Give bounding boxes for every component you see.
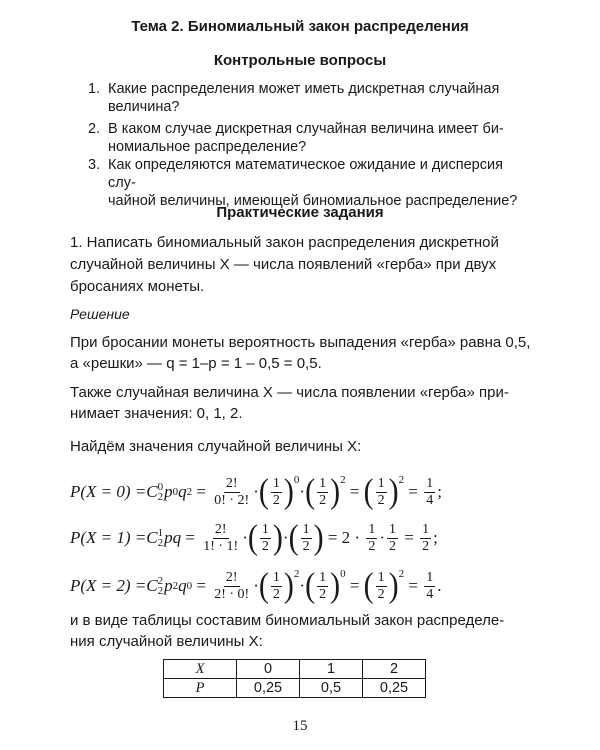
- table-cell: 0,25: [363, 679, 426, 698]
- fraction-numerator: 1: [389, 521, 396, 537]
- fraction: [260, 522, 271, 555]
- fraction: [301, 522, 312, 555]
- table-row: [164, 679, 426, 698]
- fraction-denominator: 2: [302, 538, 310, 554]
- solution-label: Решение: [70, 306, 130, 322]
- paragraph-line: Найдём значения случайной величины X:: [70, 438, 362, 455]
- formula-symbol: 2: [293, 568, 300, 580]
- fraction: [317, 570, 328, 603]
- paragraph-line: При бросании монеты вероятность выпадения «герба» равна 0,5,: [70, 334, 531, 351]
- paragraph-line: нимает значения: 0, 1, 2.: [70, 405, 243, 422]
- question-3: [88, 156, 528, 209]
- fraction-denominator: 2: [319, 492, 327, 508]
- fraction-numerator: 1: [426, 475, 434, 491]
- question-text-line: величина?: [108, 99, 180, 115]
- fraction-numerator: 1: [377, 569, 385, 585]
- task-line-2: случайной величины X — числа появлений «герба» при двух: [70, 256, 497, 273]
- page-number: 15: [292, 718, 308, 734]
- formula-symbol: C: [146, 528, 158, 547]
- formula-lhs: P(X = 2) =: [70, 576, 147, 595]
- formula-symbol: =: [192, 482, 211, 501]
- fraction-numerator: 1: [319, 475, 327, 491]
- question-number: 2.: [88, 121, 101, 137]
- fraction-denominator: 2: [319, 586, 327, 602]
- task-line-1: 1. Написать биномиальный закон распределения дискретной: [70, 234, 499, 251]
- formula-symbol: 0: [157, 481, 164, 493]
- fraction-denominator: 2: [261, 538, 269, 554]
- fraction: [420, 522, 431, 555]
- fraction-denominator: 0! · 2!: [214, 492, 250, 508]
- formula-symbol: 1: [157, 527, 164, 539]
- paragraph-line: а «решки» — q = 1–p = 1 – 0,5 = 0,5.: [70, 355, 322, 372]
- formula-symbol: ;: [437, 482, 442, 501]
- question-text-line: Как определяются математическое ожидание и дисперсия слу-: [108, 157, 503, 191]
- formula-lhs: P(X = 0) =: [70, 482, 147, 501]
- practice-heading: Практические задания: [216, 204, 384, 221]
- fraction-numerator: 2!: [214, 521, 227, 537]
- formula-symbol: q: [178, 576, 187, 595]
- formula-symbol: 2: [172, 580, 179, 592]
- table-cell: 0,5: [300, 679, 363, 698]
- fraction-numerator: 1: [422, 521, 430, 537]
- formula-symbol: 2: [398, 474, 405, 486]
- formula-symbol: =: [192, 576, 211, 595]
- table-cell: 0,25: [237, 679, 300, 698]
- fraction: [201, 522, 240, 555]
- formula-symbol: q: [178, 482, 187, 501]
- formula-symbol: 2: [157, 537, 164, 549]
- fraction: [387, 522, 398, 555]
- formula-symbol: p: [164, 576, 173, 595]
- formula-symbol: 0: [186, 580, 193, 592]
- fraction-numerator: 1: [261, 521, 269, 537]
- question-text-line: Какие распределения может иметь дискретная случайная: [108, 81, 500, 97]
- fraction-numerator: 1: [272, 475, 280, 491]
- formula-symbol: 2: [157, 575, 164, 587]
- fraction-numerator: 1: [368, 521, 376, 537]
- paragraph-line: ния случайной величины X:: [70, 633, 263, 650]
- formula-symbol: 0: [293, 474, 300, 486]
- fraction-denominator: 2: [272, 492, 280, 508]
- question-1: [88, 80, 528, 120]
- fraction-numerator: 1: [426, 569, 434, 585]
- fraction-numerator: 1: [319, 569, 327, 585]
- formula-symbol: 0: [340, 568, 346, 580]
- formula-symbol: =: [181, 528, 200, 547]
- fraction-denominator: 2: [272, 586, 280, 602]
- formula-symbol: C: [146, 482, 158, 501]
- fraction-denominator: 4: [426, 492, 434, 508]
- formula-symbol: 2: [340, 474, 346, 486]
- fraction-numerator: 2!: [225, 569, 238, 585]
- formula-symbol: 2: [157, 491, 164, 503]
- question-2: [88, 120, 528, 160]
- formula-symbol: C: [146, 576, 158, 595]
- fraction-numerator: 1: [272, 569, 280, 585]
- table-row: [164, 660, 426, 679]
- page-title: Тема 2. Биномиальный закон распределения: [131, 18, 469, 35]
- formula-symbol: 0: [172, 486, 179, 498]
- fraction-denominator: 2: [377, 586, 385, 602]
- question-text-line: В каком случае дискретная случайная величина имеет би-: [108, 121, 504, 137]
- question-text-line: номиальное распределение?: [108, 139, 307, 155]
- formula-symbol: 2: [157, 585, 164, 597]
- fraction-denominator: 1! · 1!: [203, 538, 239, 554]
- fraction: [271, 476, 282, 509]
- fraction: [271, 570, 282, 603]
- fraction-numerator: 2!: [225, 475, 238, 491]
- fraction: [212, 476, 251, 509]
- formula-symbol: pq: [164, 528, 182, 547]
- fraction: [424, 570, 435, 603]
- question-number: 3.: [88, 157, 101, 173]
- table-cell-header: X: [164, 660, 237, 679]
- formula-symbol: p: [164, 482, 173, 501]
- paragraph-line: Также случайная величина X — числа появлении «герба» при-: [70, 384, 509, 401]
- table-cell-header: P: [164, 679, 237, 698]
- table-cell: 0: [237, 660, 300, 679]
- task-line-3: бросаниях монеты.: [70, 278, 205, 295]
- formula-symbol: .: [437, 576, 442, 595]
- fraction: [366, 522, 377, 555]
- fraction-denominator: 2! · 0!: [214, 586, 250, 602]
- paragraph-line: и в виде таблицы составим биномиальный закон распределе-: [70, 612, 505, 629]
- table-cell: 2: [363, 660, 426, 679]
- fraction-denominator: 4: [426, 586, 434, 602]
- formula-symbol: 2: [186, 486, 193, 498]
- fraction: [376, 570, 387, 603]
- fraction-denominator: 2: [389, 538, 396, 554]
- formula-p-x-1: P(X = 1) = C 1 2 pq = $\frac{2!}{1! \cdot 1!}$ · ( $\frac{1}{2}$ ) · ( $\frac{1}{2}$ ) = 2 · $\frac{1}{2}$ · $\frac{1}{2}$ = $\frac{1}{2}$ ;: [70, 518, 438, 557]
- formula-symbol: ;: [433, 528, 438, 547]
- fraction-denominator: 2: [377, 492, 385, 508]
- fraction: [317, 476, 328, 509]
- fraction: [424, 476, 435, 509]
- formula-symbol: 2: [398, 568, 405, 580]
- fraction: [212, 570, 251, 603]
- fraction-denominator: 2: [422, 538, 430, 554]
- formula-symbol: = 2 ·: [323, 528, 365, 547]
- question-text-line: чайной величины, имеющей биномиальное распределение?: [108, 193, 518, 209]
- control-questions-heading: Контрольные вопросы: [213, 52, 387, 69]
- fraction-numerator: 1: [302, 521, 310, 537]
- question-number: 1.: [88, 81, 101, 97]
- fraction-numerator: 1: [377, 475, 385, 491]
- distribution-table: [163, 659, 426, 698]
- formula-p-x-2: P(X = 2) = C 2 2 p 2 q 0 = $\frac{2!}{2! \cdot 0!}$ · ( $\frac{1}{2}$ ) 2 · ( $\frac{1}{2}$ ) 0 = ( $\frac{1}{2}$ ) 2 = $\frac{1}{4}$ .: [70, 566, 442, 605]
- table-cell: 1: [300, 660, 363, 679]
- fraction-denominator: 2: [368, 538, 376, 554]
- formula-lhs: P(X = 1) =: [70, 528, 147, 547]
- formula-p-x-0: P(X = 0) = C 0 2 p 0 q 2 = $\frac{2!}{0! \cdot 2!}$ · ( $\frac{1}{2}$ ) 0 · ( $\frac{1}{2}$ ) 2 = ( $\frac{1}{2}$ ) 2 = $\frac{1}{4}$ ;: [70, 472, 442, 511]
- fraction: [376, 476, 387, 509]
